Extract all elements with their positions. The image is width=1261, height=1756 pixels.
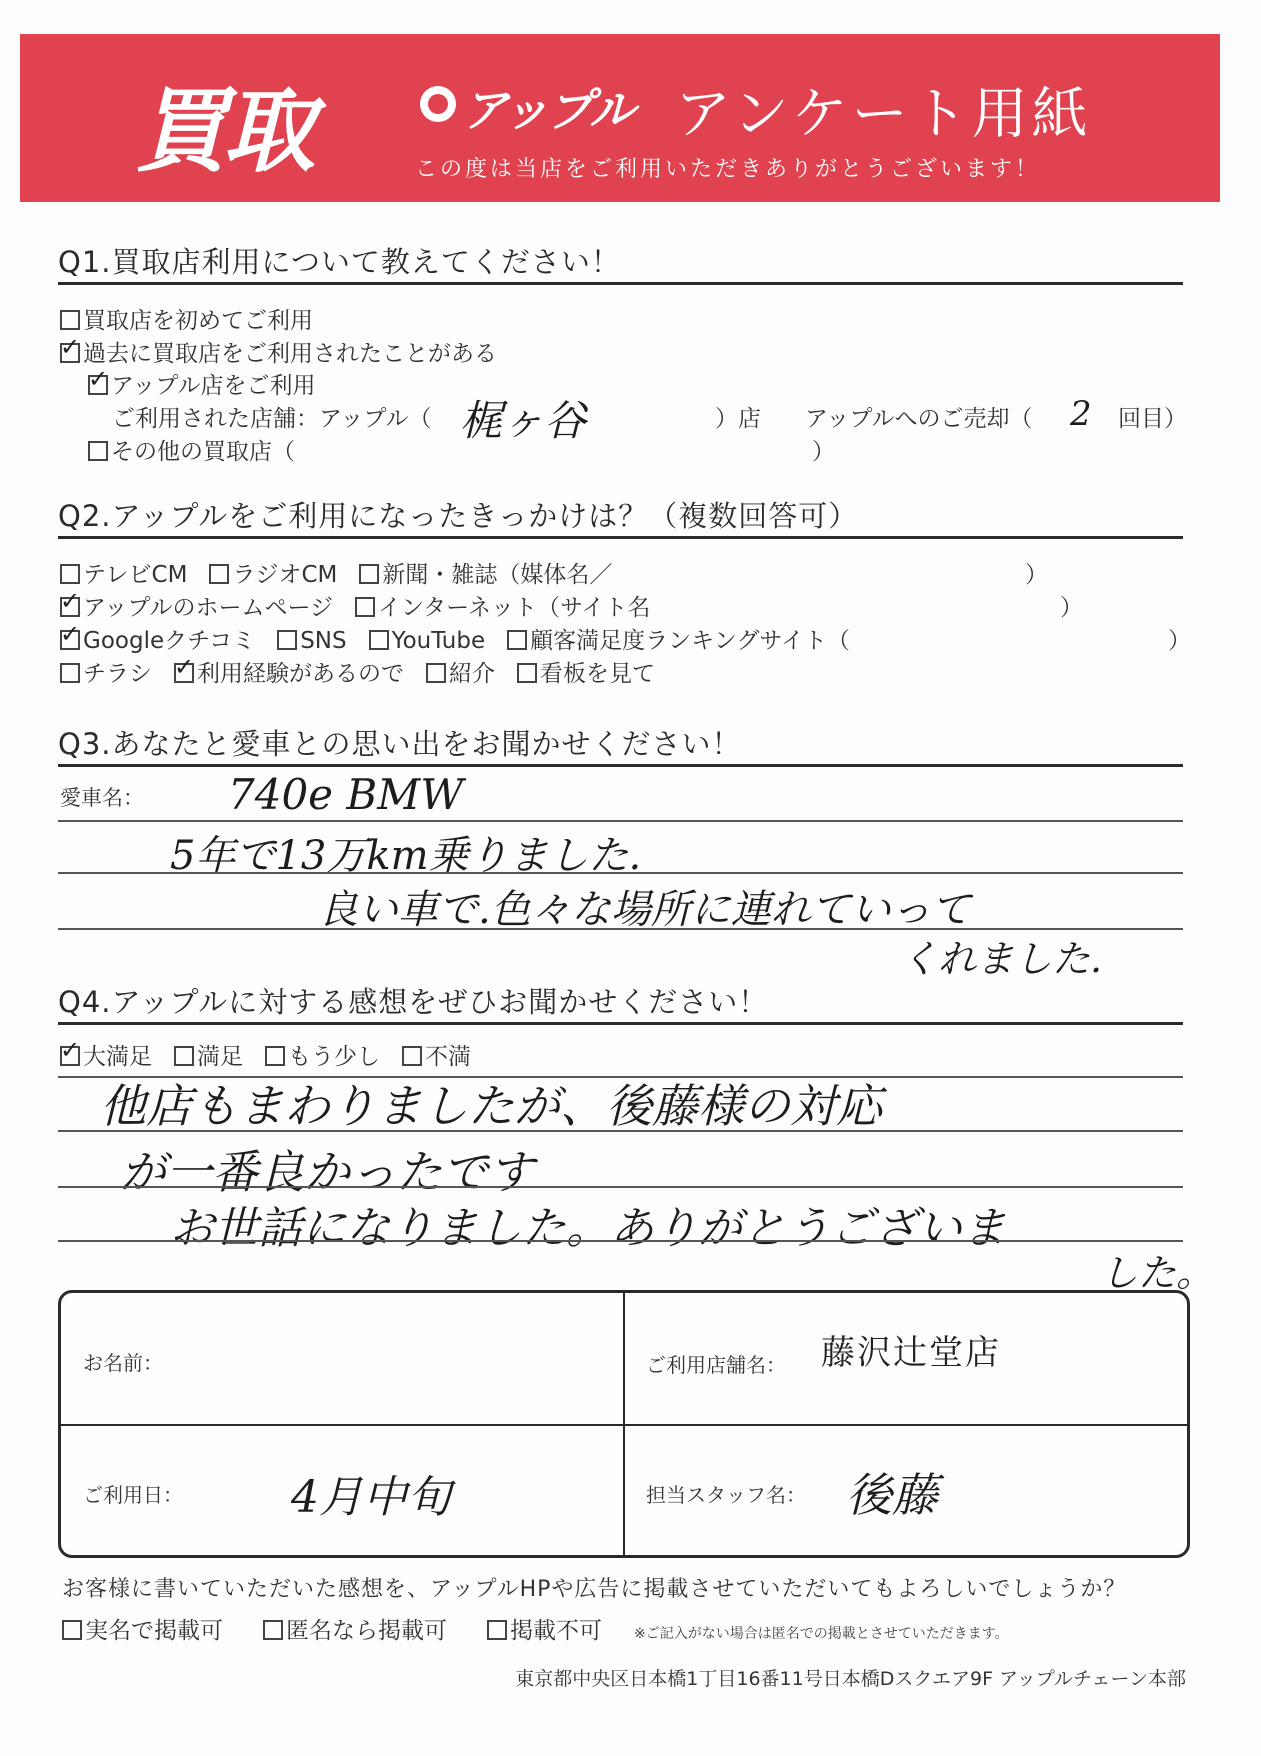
checkbox-icon[interactable]: [487, 1620, 507, 1640]
q4-comment-line1[interactable]: 他店もまわりましたが、後藤様の対応: [100, 1079, 882, 1133]
q2-close3: ）: [1168, 628, 1191, 654]
q1-title: Q1.買取店利用について教えてください！: [58, 245, 621, 279]
q1-sell-count-suffix: 回目）: [1118, 406, 1187, 432]
checkbox-icon[interactable]: [88, 441, 108, 461]
q4-title: Q4.アップルに対する感想をぜひお聞かせください！: [58, 985, 769, 1019]
q1-past-use[interactable]: ✓過去に買取店をご利用されたことがある: [60, 335, 497, 368]
header-banner: [20, 34, 1220, 202]
store-name-value[interactable]: 藤沢辻堂店: [821, 1333, 1001, 1373]
q4-opt-unsatisfied[interactable]: 不満: [402, 1044, 471, 1070]
checkbox-icon[interactable]: [174, 1046, 194, 1066]
q1-other-store[interactable]: その他の買取店（: [88, 433, 295, 466]
checkbox-checked-icon[interactable]: [174, 663, 194, 683]
form-subtitle: この度は当店をご利用いただきありがとうございます！: [415, 157, 1041, 182]
checkbox-checked-icon[interactable]: [60, 597, 80, 617]
q2-close1: ）: [1025, 562, 1048, 588]
q1-rule: [58, 282, 1183, 285]
q2-opt-sign[interactable]: 看板を見て: [517, 661, 655, 687]
q4-comment-line4[interactable]: した。: [1100, 1251, 1215, 1295]
writing-line: [58, 1240, 1183, 1242]
q2-opt-referral[interactable]: 紹介: [426, 661, 495, 687]
q2-opt-radio[interactable]: ラジオCM: [209, 562, 337, 588]
date-label: ご利用日：: [83, 1483, 183, 1507]
q1-sell-count-label: アップルへのご売却（: [805, 406, 1033, 432]
checkbox-icon[interactable]: [209, 564, 229, 584]
q2-row2: [60, 589, 672, 622]
checkbox-icon[interactable]: [60, 564, 80, 584]
staff-value[interactable]: 後藤: [846, 1468, 938, 1522]
q4-opt-more[interactable]: もう少し: [265, 1044, 380, 1070]
store-name-label: ご利用店舗名：: [646, 1353, 786, 1377]
q4-rule: [58, 1022, 1183, 1025]
q1-apple-store[interactable]: ✓アップル店をご利用: [88, 367, 315, 400]
company-address: 東京都中央区日本橋1丁目16番11号日本橋Dスクエア9F アップルチェーン本部: [515, 1668, 1186, 1690]
table-divider: [61, 1424, 1187, 1426]
publish-options: [62, 1612, 1009, 1645]
checkbox-icon[interactable]: [60, 310, 80, 330]
q1-store-label: ご利用された店舗：アップル（: [112, 406, 432, 432]
kaitori-logo: 買取: [135, 78, 312, 185]
q2-opt-experience[interactable]: ✓ 利用経験があるので: [174, 661, 404, 687]
checkbox-icon[interactable]: [62, 1620, 82, 1640]
q2-opt-flyer[interactable]: チラシ: [60, 661, 152, 687]
q2-opt-ranking[interactable]: 顧客満足度ランキングサイト（: [507, 628, 850, 654]
q1-sell-count-value[interactable]: 2: [1070, 394, 1092, 434]
q4-opt-very[interactable]: ✓大満足: [60, 1044, 152, 1070]
writing-line: [58, 820, 1183, 822]
publish-opt-anon[interactable]: 匿名なら掲載可: [263, 1618, 447, 1644]
q3-car-value[interactable]: 740e BMW: [228, 770, 464, 819]
q2-row3: [60, 622, 872, 655]
q3-memory-line2[interactable]: 良い車で.色々な場所に連れていって: [318, 887, 971, 933]
checkbox-icon[interactable]: [369, 630, 389, 650]
checkbox-checked-icon[interactable]: [88, 375, 108, 395]
checkbox-icon[interactable]: [426, 663, 446, 683]
publish-opt-real[interactable]: 実名で掲載可: [62, 1618, 223, 1644]
form-title: アンケート用紙: [675, 82, 1092, 147]
checkbox-icon[interactable]: [402, 1046, 422, 1066]
checkbox-icon[interactable]: [507, 630, 527, 650]
apple-logo-icon: [420, 86, 456, 122]
q3-memory-line3[interactable]: くれました.: [900, 937, 1103, 981]
q2-close2: ）: [1060, 595, 1083, 621]
q4-opt-satisfied[interactable]: 満足: [174, 1044, 243, 1070]
publish-note: ※ご記入がない場合は匿名での掲載とさせていただきます。: [634, 1626, 1009, 1642]
q4-comment-line3[interactable]: お世話になりました。ありがとうございま: [170, 1203, 1006, 1254]
q2-opt-home[interactable]: ✓アップルのホームページ: [60, 595, 333, 621]
q4-comment-line2[interactable]: が一番良かったです: [120, 1145, 534, 1199]
publish-opt-no[interactable]: 掲載不可: [487, 1618, 602, 1644]
q4-options: [60, 1038, 493, 1071]
customer-info-table: [58, 1290, 1190, 1558]
writing-line: [58, 872, 1183, 874]
checkbox-icon[interactable]: [263, 1620, 283, 1640]
checkbox-icon[interactable]: [265, 1046, 285, 1066]
q3-rule: [58, 764, 1183, 767]
q2-title: Q2.アップルをご利用になったきっかけは？（複数回答可）: [58, 499, 859, 533]
q3-memory-line1[interactable]: 5年で13万km乗りました.: [170, 833, 642, 879]
writing-line: [58, 1130, 1183, 1132]
q3-title: Q3.あなたと愛車との思い出をお聞かせください！: [58, 727, 742, 761]
q2-opt-paper[interactable]: 新聞・雑誌（媒体名／: [359, 562, 612, 588]
q2-rule: [58, 536, 1183, 539]
q1-other-store-close: ）: [812, 439, 835, 465]
checkbox-checked-icon[interactable]: [60, 1046, 80, 1066]
brand-logo: アップル: [462, 83, 633, 137]
q2-row4: [60, 655, 677, 688]
checkbox-checked-icon[interactable]: [60, 343, 80, 363]
q2-opt-internet[interactable]: インターネット（サイト名: [355, 595, 650, 621]
q2-opt-google[interactable]: ✓Googleクチコミ: [60, 628, 255, 654]
q2-opt-sns[interactable]: SNS: [277, 628, 346, 654]
q2-opt-youtube[interactable]: YouTube: [369, 628, 486, 654]
checkbox-icon[interactable]: [277, 630, 297, 650]
q1-store-suffix: ）店: [715, 406, 761, 432]
q2-row1: [60, 556, 634, 589]
q3-car-label: 愛車名：: [60, 786, 144, 810]
name-label: お名前：: [83, 1351, 163, 1375]
publish-question: お客様に書いていただいた感想を、アップルHPや広告に掲載させていただいてもよろしいでしょうか？: [62, 1577, 1127, 1602]
q1-store-value[interactable]: 梶ヶ谷: [460, 396, 587, 445]
checkbox-icon[interactable]: [355, 597, 375, 617]
checkbox-icon[interactable]: [60, 663, 80, 683]
q1-first-time[interactable]: 買取店を初めてご利用: [60, 302, 313, 335]
q2-opt-tv[interactable]: テレビCM: [60, 562, 187, 588]
writing-line: [58, 1186, 1183, 1188]
checkbox-icon[interactable]: [517, 663, 537, 683]
checkbox-icon[interactable]: [359, 564, 379, 584]
staff-label: 担当スタッフ名：: [646, 1483, 806, 1507]
date-value[interactable]: 4月中旬: [291, 1472, 451, 1523]
checkbox-checked-icon[interactable]: [60, 630, 80, 650]
